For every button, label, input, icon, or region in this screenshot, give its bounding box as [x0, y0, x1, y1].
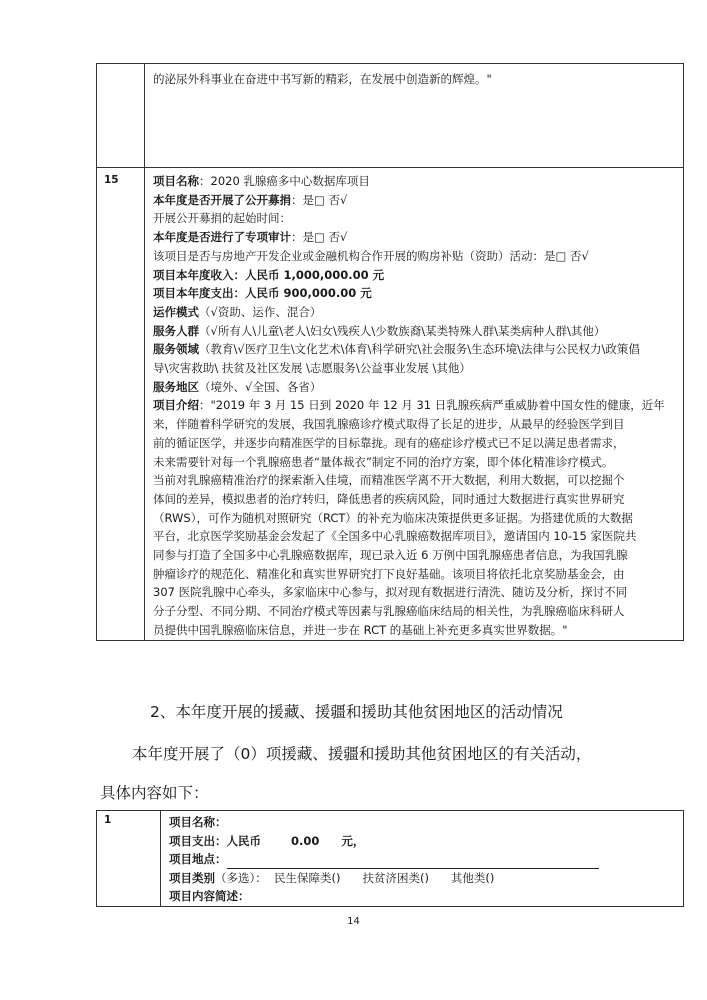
operation-mode-line — [153, 303, 675, 322]
service-field-line-cont: 导\灾害救助\ 扶贫及社区发展 \志愿服务\公益事业发展 \其他） — [153, 361, 471, 376]
table-row — [97, 168, 684, 641]
row-content-cell — [161, 811, 684, 907]
intro-line-4: 当前对乳腺癌精准治疗的探索渐入佳境，而精准医学离不开大数据，利用大数据，可以挖掘个 — [153, 473, 625, 488]
aid-expense-line — [169, 832, 675, 851]
start-time-line: 开展公开募捐的起始时间： — [153, 211, 291, 226]
section-paragraph-line2: 具体内容如下： — [100, 784, 209, 802]
intro-label: 项目介绍 — [153, 398, 199, 413]
section-paragraph-line1: 本年度开展了（0）项援藏、援疆和援助其他贫困地区的有关活动， — [132, 745, 592, 763]
aid-description-line: 项目内容简述： — [169, 889, 250, 903]
fundraising-label: 本年度是否开展了公开募捐 — [153, 192, 291, 207]
project-name-line — [153, 172, 675, 191]
aid-category-line — [169, 869, 675, 888]
section-heading: 2、本年度开展的援藏、援疆和援助其他贫困地区的活动情况 — [150, 703, 563, 721]
service-people-label: 服务人群 — [153, 323, 199, 338]
service-area-value: （境外、√全国、各省） — [199, 379, 322, 394]
intro-line-10: 307 医院乳腺中心牵头，多家临床中心参与，拟对现有数据进行清洗、随访及分析，探讨不同 — [153, 585, 628, 600]
intro-line-3: 未来需要针对每一个乳腺癌患者“量体裁衣”制定不同的治疗方案，即个体化精准诊疗模式。 — [153, 454, 614, 469]
category-option-poverty: 扶贫济困类() — [362, 870, 429, 885]
project-table — [96, 63, 684, 641]
intro-line-6: （RWS），可作为随机对照研究（RCT）的补充为临床决策提供更多证据。为搭建优质的大数据 — [153, 510, 633, 525]
intro-line-5: 体间的差异，模拟患者的治疗转归，降低患者的疾病风险，同时通过大数据进行真实世界研究 — [153, 491, 625, 506]
housing-subsidy-line: 该项目是否与房地产开发企业或金融机构合作开展的购房补贴（资助）活动：是□ 否√ — [153, 248, 589, 263]
intro-line-12: 员提供中国乳腺癌临床信息，并进一步在 RCT 的基础上补充更多真实世界数据。" — [153, 622, 568, 637]
service-field-label: 服务领域 — [153, 342, 199, 357]
intro-line-2: 前的循证医学，并逐步向精准医学的目标靠拢。现有的癌症诊疗模式已不足以满足患者需求， — [153, 435, 625, 450]
service-people-value: （√所有人\儿童\老人\妇女\残疾人\少数族裔\某类特殊人群\某类病种人群\其他） — [199, 323, 606, 338]
service-people-line — [153, 322, 675, 341]
aid-project-block — [161, 811, 683, 906]
row-content-cell — [145, 168, 684, 641]
row-number-cell — [97, 64, 145, 168]
audit-label: 本年度是否进行了专项审计 — [153, 230, 291, 245]
service-area-line — [153, 378, 675, 397]
previous-project-tail-text: 的泌尿外科事业在奋进中书写新的精彩，在发展中创造新的辉煌。" — [153, 72, 492, 86]
fundraising-value: ：是□ 否√ — [291, 192, 348, 207]
row-number: 15 — [104, 174, 119, 186]
service-field-line — [153, 340, 675, 359]
service-area-label: 服务地区 — [153, 379, 199, 394]
aid-location-line — [169, 850, 675, 869]
aid-project-table — [96, 810, 684, 907]
audit-value: ：是□ 否√ — [291, 230, 348, 245]
aid-expense-unit: 元， — [341, 833, 365, 848]
aid-expense-value: 0.00 — [291, 833, 320, 848]
row-content-cell — [145, 64, 684, 168]
operation-mode-label: 运作模式 — [153, 304, 199, 319]
page-number: 14 — [347, 916, 360, 927]
aid-expense-label: 项目支出：人民币 — [169, 833, 261, 848]
intro-line-7: 平台，北京医学奖励基金会发起了《全国多中心乳腺癌数据库项目》，邀请国内 10-15 家医院共 — [153, 529, 637, 544]
category-option-other: 其他类() — [450, 870, 495, 885]
row-number-cell — [97, 811, 161, 907]
aid-location-label: 项目地点： — [169, 852, 227, 866]
row-number-cell — [97, 168, 145, 641]
intro-line-11: 分子分型、不同分期、不同治疗模式等因素与乳腺癌临床结局的相关性，为乳腺癌临床科研人 — [153, 604, 625, 619]
category-option-livelihood: 民生保障类() — [274, 870, 341, 885]
row-number: 1 — [104, 814, 112, 826]
intro-line-8: 同参与打造了全国多中心乳腺癌数据库，现已录入近 6 万例中国乳腺癌患者信息，为我国乳腺 — [153, 548, 628, 563]
intro-line-0 — [153, 396, 675, 415]
intro-line-9: 肿瘤诊疗的规范化、精准化和真实世界研究打下良好基础。该项目将依托北京奖励基金会，由 — [153, 566, 625, 581]
intro-line-1: 来，伴随着科学研究的发展，我国乳腺癌诊疗模式取得了长足的进步，从最早的经验医学到目 — [153, 417, 625, 432]
intro-text: ："2019 年 3 月 15 日到 2020 年 12 月 31 日乳腺疾病严重威胁着中国女性的健康，近年 — [199, 398, 665, 413]
aid-name-line: 项目名称： — [169, 815, 227, 829]
table-row — [97, 811, 684, 907]
aid-category-label: 项目类别 — [169, 870, 215, 885]
operation-mode-value: （√资助、运作、混合） — [199, 304, 322, 319]
audit-line — [153, 228, 675, 247]
aid-category-hint: （多选）： — [215, 870, 267, 885]
project-name-label: 项目名称 — [153, 174, 199, 188]
expense-line: 项目本年度支出：人民币 900,000.00 元 — [153, 286, 372, 301]
location-underline — [227, 855, 599, 869]
service-field-value: （教育\√医疗卫生\文化艺术\体育\科学研究\社会服务\生态环境\法律与公民权力\政策倡 — [199, 342, 640, 357]
income-line: 项目本年度收入：人民币 1,000,000.00 元 — [153, 267, 385, 282]
project-detail-block — [145, 168, 683, 640]
project-name-value: ：2020 乳腺癌多中心数据库项目 — [199, 174, 370, 188]
fundraising-line — [153, 191, 675, 210]
table-row — [97, 64, 684, 168]
